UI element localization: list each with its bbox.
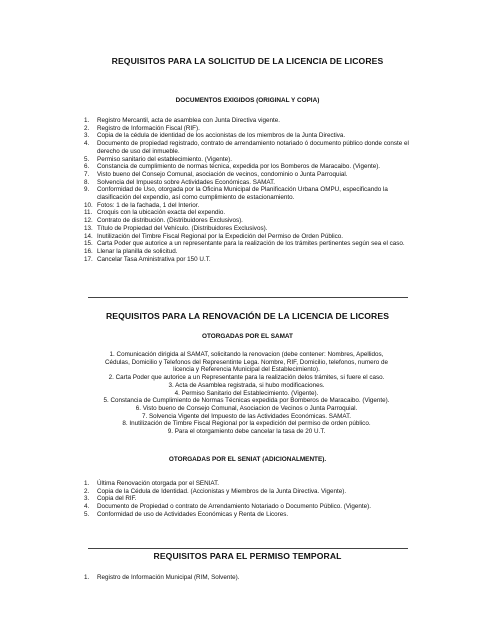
list-item: 2. Carta Poder que autorice a un Representante para la realización delos trámites, si fuere el caso.: [108, 374, 385, 382]
list-item: 1. Comunicación dirigida al SAMAT, solicitando la renovacion (debe contener: Nombres, Apellidos,: [109, 351, 384, 358]
subtitle-documentos-exigidos: DOCUMENTOS EXIGIDOS (ORIGINAL Y COPIA): [175, 97, 320, 104]
list-item: 5. Conformidad de uso de Actividades Económicas y Renta de Licores.: [84, 510, 289, 518]
list-item: 4. Documento de propiedad registrado, contrato de arrendamiento notariado ó documento público donde conste el derecho de uso del inmueble.: [84, 140, 409, 155]
list-item: 1. Registro Mercantil, acta de asamblea con Junta Directiva vigente.: [84, 117, 281, 124]
list-permiso-temporal: [84, 574, 414, 582]
list-item: 2. Copia de la Cédula de Identidad. (Accionistas y Miembros de la Junta Directiva. Vigente).: [84, 487, 347, 495]
list-item: 2. Registro de Información Fiscal (RIF).: [84, 124, 200, 132]
list-item: 16. Llenar la planilla de solicitud.: [84, 247, 178, 255]
list-item: 10. Fotos: 1 de la fachada, 1 del Interior.: [84, 201, 200, 209]
list-item: 12. Contrato de distribución. (Distribuidores Exclusivos).: [84, 217, 243, 225]
section-title-solicitud: REQUISITOS PARA LA SOLICITUD DE LA LICENCIA DE LICORES: [111, 56, 384, 66]
list-item: 9. Para el otorgamiento debe cancelar la tasa de 20 U.T.: [167, 428, 326, 436]
list-item: 6. Constancia de cumplimiento de normas técnica, expedida por los Bomberos de Maracaibo. (Vigente).: [84, 163, 381, 171]
list-item: 11. Croquis con la ubicación exacta del expendio.: [84, 209, 226, 217]
list-item: 9. Conformidad de Uso, otorgada por la Oficina Municipal de Planificación Urbana OMPU, especificando la clasificación del expendio, así como cumplimiento de estacionamiento.: [84, 186, 388, 202]
subtitle-otorgadas-samat: OTORGADAS POR EL SAMAT: [202, 333, 293, 340]
list-item: 15. Carta Poder que autorice a un representante para la realización de los trámites pertinentes según sea el caso.: [84, 240, 405, 248]
list-item: 3. Copia del RIF.: [84, 495, 137, 503]
list-item: 5. Constancia de Cumplimiento de Normas Técnicas expedida por Bomberos de Maracaibo. (Vigente).: [103, 397, 390, 405]
section-title-renovacion: REQUISITOS PARA LA RENOVACIÓN DE LA LICENCIA DE LICORES: [105, 311, 390, 321]
list-item: 1. Registro de Información Municipal (RIM, Solvente).: [84, 574, 240, 581]
list-item: 3. Copia de la cédula de identidad de los accionistas de los miembros de la Junta Directiva.: [84, 132, 346, 140]
list-samat: [74, 351, 419, 436]
subtitle-otorgadas-seniat: OTORGADAS POR EL SENIAT (ADICIONALMENTE).: [168, 456, 327, 463]
list-item: 4. Documento de Propiedad o contrato de Arrendamiento Notariado o Documento Público. (Vigente).: [84, 503, 371, 511]
list-item: 8. Solvencia del Impuesto sobre Actividades Económicas. SAMAT.: [84, 178, 276, 186]
list-seniat: [84, 480, 414, 519]
list-item: 13. Título de Propiedad del Vehículo. (Distribuidores Exclusivos).: [84, 224, 268, 232]
section-divider: [88, 548, 408, 549]
list-item: licencia y Referencia Municipal del Establecimiento).: [173, 366, 320, 374]
list-solicitud: [84, 117, 414, 263]
list-item: 3. Acta de Asamblea registrada, si hubo modificaciones.: [168, 381, 325, 389]
list-item: 7. Solvencia Vigente del Impuesto de las Actividades Económicas. SAMAT.: [141, 412, 352, 420]
list-item: 1. Última Renovación otorgada por el SENIAT.: [84, 480, 220, 487]
list-item: 5. Permiso sanitario del establecimiento. (Vigente).: [84, 155, 232, 163]
list-item: 6. Visto bueno de Consejo Comunal, Asociacion de Vecinos o Junta Parroquial.: [135, 404, 358, 412]
list-item: 14. Inutilización del Timbre Fiscal Regional por la Expedición del Permiso de Orden Público.: [84, 232, 344, 240]
list-item: Cédulas, Domicilio y Telefonos del Representinte Lega. Nombre, RIF, Domicilio, telefonos, numero de: [104, 358, 389, 366]
list-item: 7. Visto bueno del Consejo Comunal, asociación de vecinos, condominio o Junta Parroquial.: [84, 170, 348, 178]
list-item: 8. Inutilización de Timbre Fiscal Regional por la expedición del permiso de orden público.: [122, 420, 371, 428]
section-divider: [88, 297, 408, 298]
list-item: 17. Cancelar Tasa Aministrativa por 150 U.T.: [84, 255, 211, 263]
list-item: 4. Permiso Sanitario del Establecimiento. (Vigente).: [174, 389, 319, 397]
section-title-permiso-temporal: REQUISITOS PARA EL PERMISO TEMPORAL: [153, 551, 342, 561]
